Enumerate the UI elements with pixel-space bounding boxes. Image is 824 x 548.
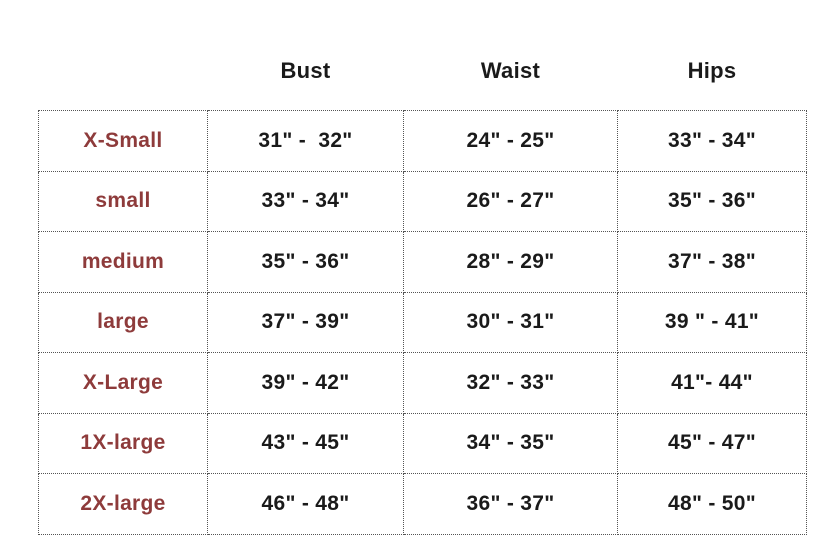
waist-value-cell: 32" - 33" bbox=[404, 353, 618, 414]
bust-value-cell: 43" - 45" bbox=[208, 413, 404, 474]
table-row bbox=[39, 353, 807, 414]
hips-value-cell: 45" - 47" bbox=[618, 413, 807, 474]
hips-value-cell: 37" - 38" bbox=[618, 232, 807, 293]
size-label-cell: X-Small bbox=[39, 111, 208, 172]
hips-value-cell: 41"- 44" bbox=[618, 353, 807, 414]
header-row bbox=[39, 52, 807, 111]
bust-column-header: Bust bbox=[280, 58, 331, 83]
table-row bbox=[39, 171, 807, 232]
waist-value-cell: 30" - 31" bbox=[404, 292, 618, 353]
waist-column-header: Waist bbox=[480, 58, 541, 83]
size-label-cell: 1X-large bbox=[39, 413, 208, 474]
corner-cell bbox=[39, 52, 208, 111]
bust-value-cell: 31" - 32" bbox=[208, 111, 404, 172]
table-row bbox=[39, 292, 807, 353]
hips-value-cell: 48" - 50" bbox=[618, 474, 807, 535]
bust-value-cell: 39" - 42" bbox=[208, 353, 404, 414]
table-row bbox=[39, 232, 807, 293]
size-label-cell: large bbox=[39, 292, 208, 353]
table-row bbox=[39, 413, 807, 474]
waist-value-cell: 26" - 27" bbox=[404, 171, 618, 232]
bust-value-cell: 37" - 39" bbox=[208, 292, 404, 353]
size-label-cell: X-Large bbox=[39, 353, 208, 414]
waist-value-cell: 36" - 37" bbox=[404, 474, 618, 535]
waist-value-cell: 28" - 29" bbox=[404, 232, 618, 293]
size-label-cell: small bbox=[39, 171, 208, 232]
bust-value-cell: 35" - 36" bbox=[208, 232, 404, 293]
waist-value-cell: 24" - 25" bbox=[404, 111, 618, 172]
size-label-cell: 2X-large bbox=[39, 474, 208, 535]
hips-column-header: Hips bbox=[687, 58, 737, 83]
table-row bbox=[39, 474, 807, 535]
size-chart-table bbox=[38, 52, 807, 535]
bust-value-cell: 33" - 34" bbox=[208, 171, 404, 232]
table-row bbox=[39, 111, 807, 172]
waist-value-cell: 34" - 35" bbox=[404, 413, 618, 474]
hips-value-cell: 39 " - 41" bbox=[618, 292, 807, 353]
hips-value-cell: 33" - 34" bbox=[618, 111, 807, 172]
hips-value-cell: 35" - 36" bbox=[618, 171, 807, 232]
bust-value-cell: 46" - 48" bbox=[208, 474, 404, 535]
size-label-cell: medium bbox=[39, 232, 208, 293]
